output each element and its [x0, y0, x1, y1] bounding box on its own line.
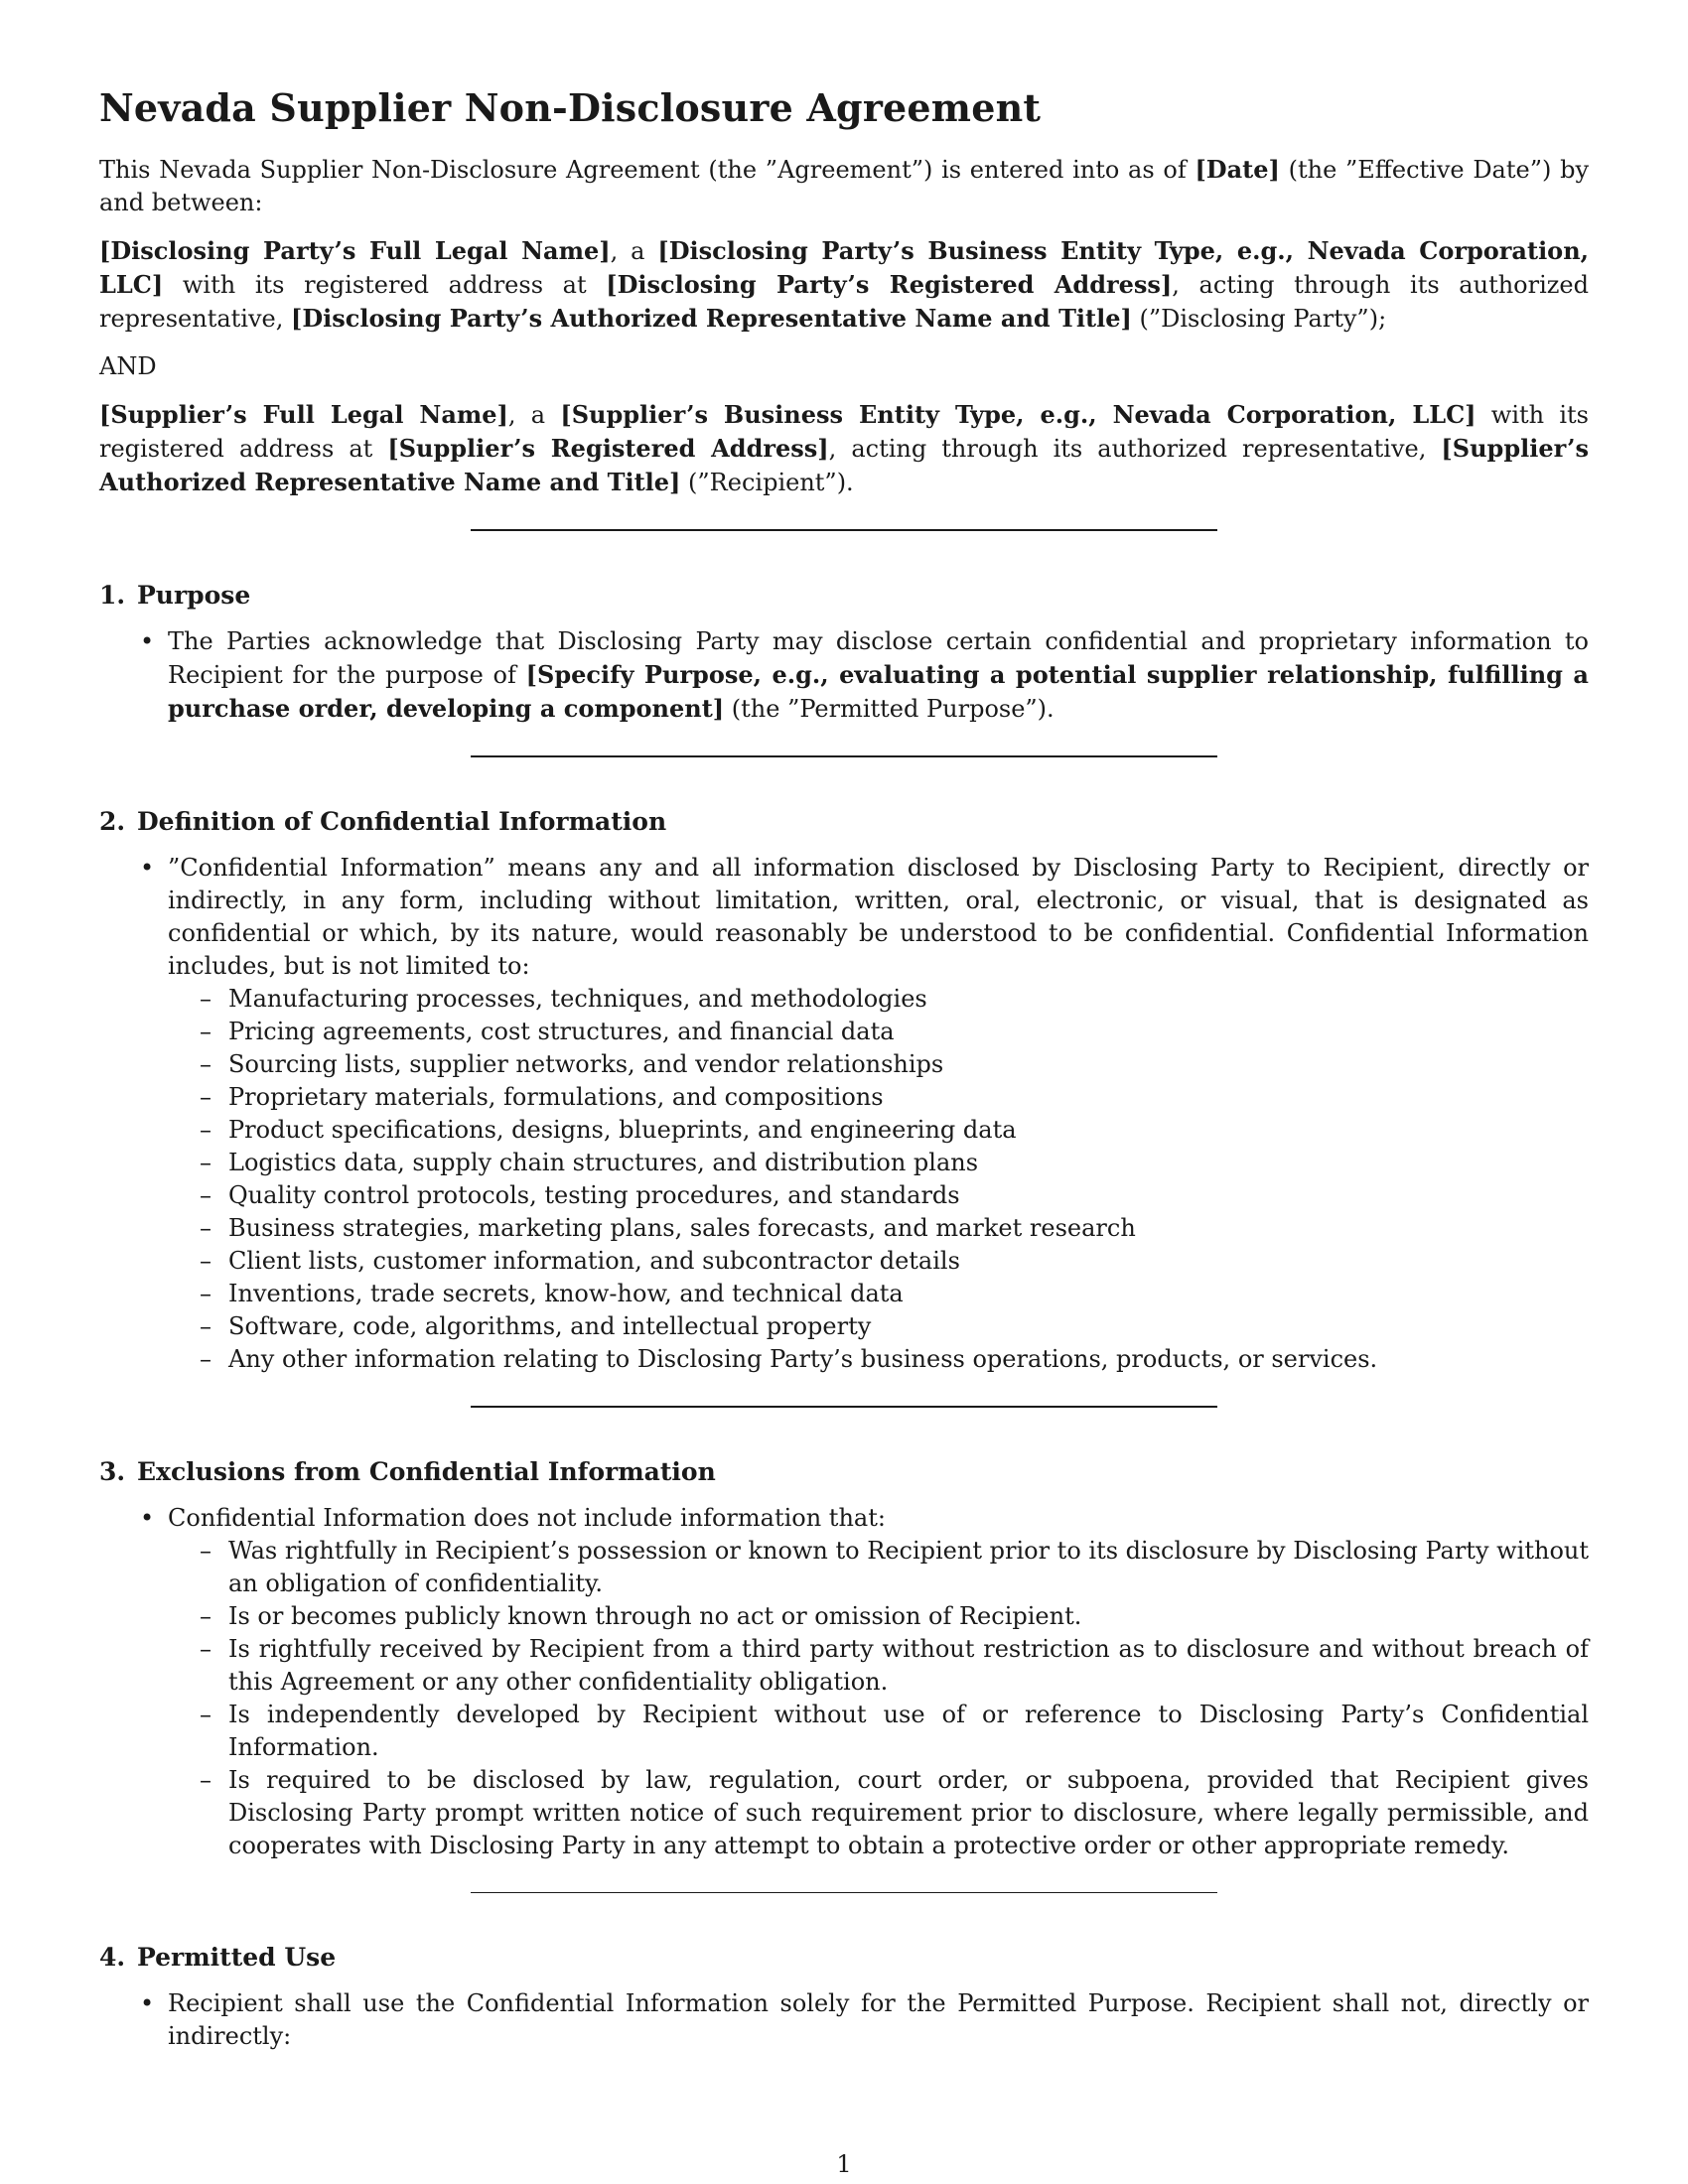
sub-list-item: – Software, code, algorithms, and intellectual property: [228, 1310, 1589, 1343]
party-text: (”Recipient”).: [680, 468, 854, 496]
section-divider: [471, 529, 1217, 531]
section-heading-exclusions: [99, 1455, 1589, 1488]
exclusions-sublist: [168, 1535, 1589, 1862]
section-title: Permitted Use: [137, 1942, 337, 1972]
intro-text: (the ”Effective Date”) by and between:: [99, 155, 1589, 216]
disclosing-rep-placeholder: [Disclosing Party’s Authorized Representative Name and Title]: [290, 303, 1132, 333]
sub-list-item: – Is independently developed by Recipient without use of or reference to Disclosing Party’s Confidential Information.: [228, 1699, 1589, 1764]
sub-list-item: – Quality control protocols, testing procedures, and standards: [228, 1179, 1589, 1212]
exclusions-text: Confidential Information does not include information that:: [168, 1503, 886, 1532]
sub-list-item: – Sourcing lists, supplier networks, and vendor relationships: [228, 1048, 1589, 1081]
section-heading-purpose: [99, 579, 1589, 612]
section-heading-definition: [99, 805, 1589, 838]
disclosing-entity-placeholder: [Disclosing Party’s Business Entity Type, e.g., Nevada Corporation, LLC]: [99, 235, 1589, 299]
purpose-list: [99, 625, 1589, 726]
supplier-name-placeholder: [Supplier’s Full Legal Name]: [99, 399, 508, 429]
sub-list-item: – Product specifications, designs, blueprints, and engineering data: [228, 1114, 1589, 1147]
sub-list-item: – Is or becomes publicly known through no act or omission of Recipient.: [228, 1600, 1589, 1633]
list-item: [168, 852, 1589, 1376]
sub-list-item: – Business strategies, marketing plans, sales forecasts, and market research: [228, 1212, 1589, 1245]
sub-list-item: – Manufacturing processes, techniques, and methodologies: [228, 983, 1589, 1016]
party-text: (”Disclosing Party”);: [1131, 304, 1387, 333]
intro-text: This Nevada Supplier Non-Disclosure Agreement (the ”Agreement”) is entered into as of: [99, 155, 1196, 184]
sub-list-item: – Is rightfully received by Recipient from a third party without restriction as to disclosure and without breach of this Agreement or any other confidentiality obligation.: [228, 1633, 1589, 1699]
section-number: 2.: [99, 806, 126, 836]
purpose-text: The Parties acknowledge that Disclosing Party may disclose certain confidential and proprietary information to Recipient for the purpose of: [168, 626, 1589, 689]
section-title: Definition of Confidential Information: [137, 806, 667, 836]
document-title: Nevada Supplier Non-Disclosure Agreement: [99, 85, 1042, 130]
section-number: 3.: [99, 1456, 126, 1486]
section-divider: [471, 755, 1217, 757]
sub-list-item: – Was rightfully in Recipient’s possession or known to Recipient prior to its disclosure by Disclosing Party without an obligation of confidentiality.: [228, 1535, 1589, 1600]
sub-list-item: – Any other information relating to Disclosing Party’s business operations, products, or services.: [228, 1343, 1589, 1376]
supplier-address-placeholder: [Supplier’s Registered Address]: [387, 433, 829, 463]
sub-list-item: – Pricing agreements, cost structures, and financial data: [228, 1016, 1589, 1048]
section-number: 4.: [99, 1942, 126, 1972]
definition-sublist: [168, 983, 1589, 1376]
section-number: 1.: [99, 580, 126, 610]
supplier-rep-placeholder: [Supplier’s Authorized Representative Name and Title]: [99, 433, 1590, 496]
and-separator: AND: [99, 351, 157, 380]
section-title: Exclusions from Confidential Information: [137, 1456, 716, 1486]
purpose-text: (the ”Permitted Purpose”).: [724, 694, 1055, 723]
page-number: 1: [836, 2150, 852, 2178]
party-text: , a: [507, 400, 561, 429]
definition-text: ”Confidential Information” means any and all information disclosed by Disclosing Party to Recipient, directly or indirectly, in any form, including without limitation, written, oral, electronic, or visual, that is designated as confidential or which, by its nature, would reasonably be understood to be confidential. Confidential Information includes, but is not limited to:: [168, 853, 1589, 980]
section-heading-permitted-use: [99, 1941, 1589, 1974]
section-divider: [471, 1406, 1217, 1408]
party-text: , a: [610, 236, 658, 265]
section-divider: [471, 1892, 1217, 1893]
exclusions-list: [99, 1502, 1589, 1862]
definition-list: [99, 852, 1589, 1376]
document-page: [99, 85, 1589, 2053]
sub-list-item: – Logistics data, supply chain structures, and distribution plans: [228, 1147, 1589, 1179]
disclosing-party-paragraph: [99, 234, 1589, 336]
supplier-entity-placeholder: [Supplier’s Business Entity Type, e.g., Nevada Corporation, LLC]: [560, 399, 1477, 429]
disclosing-address-placeholder: [Disclosing Party’s Registered Address]: [606, 269, 1173, 299]
list-item: [168, 1502, 1589, 1862]
party-text: with its registered address at: [99, 400, 1589, 463]
intro-paragraph: [99, 153, 1589, 219]
list-item: • Recipient shall use the Confidential Information solely for the Permitted Purpose. Recipient shall not, directly or indirectly:: [168, 1987, 1589, 2053]
sub-list-item: – Proprietary materials, formulations, and compositions: [228, 1081, 1589, 1114]
effective-date-placeholder: [Date]: [1195, 154, 1280, 184]
sub-list-item: – Client lists, customer information, and subcontractor details: [228, 1245, 1589, 1278]
party-text: , acting through its authorized representative,: [828, 434, 1442, 463]
party-text: with its registered address at: [163, 270, 607, 299]
section-title: Purpose: [137, 580, 251, 610]
disclosing-name-placeholder: [Disclosing Party’s Full Legal Name]: [99, 235, 611, 265]
permitted-use-list: [99, 1987, 1589, 2053]
purpose-placeholder: [Specify Purpose, e.g., evaluating a potential supplier relationship, fulfilling a purchase order, developing a component]: [168, 659, 1589, 723]
party-text: , acting through its authorized representative,: [99, 270, 1589, 333]
sub-list-item: – Inventions, trade secrets, know-how, and technical data: [228, 1278, 1589, 1310]
sub-list-item: – Is required to be disclosed by law, regulation, court order, or subpoena, provided that Recipient gives Disclosing Party prompt written notice of such requirement prior to disclosure, where legally permissible, and cooperates with Disclosing Party in any attempt to obtain a protective order or other appropriate remedy.: [228, 1764, 1589, 1862]
list-item: [168, 625, 1589, 726]
supplier-paragraph: [99, 398, 1589, 499]
